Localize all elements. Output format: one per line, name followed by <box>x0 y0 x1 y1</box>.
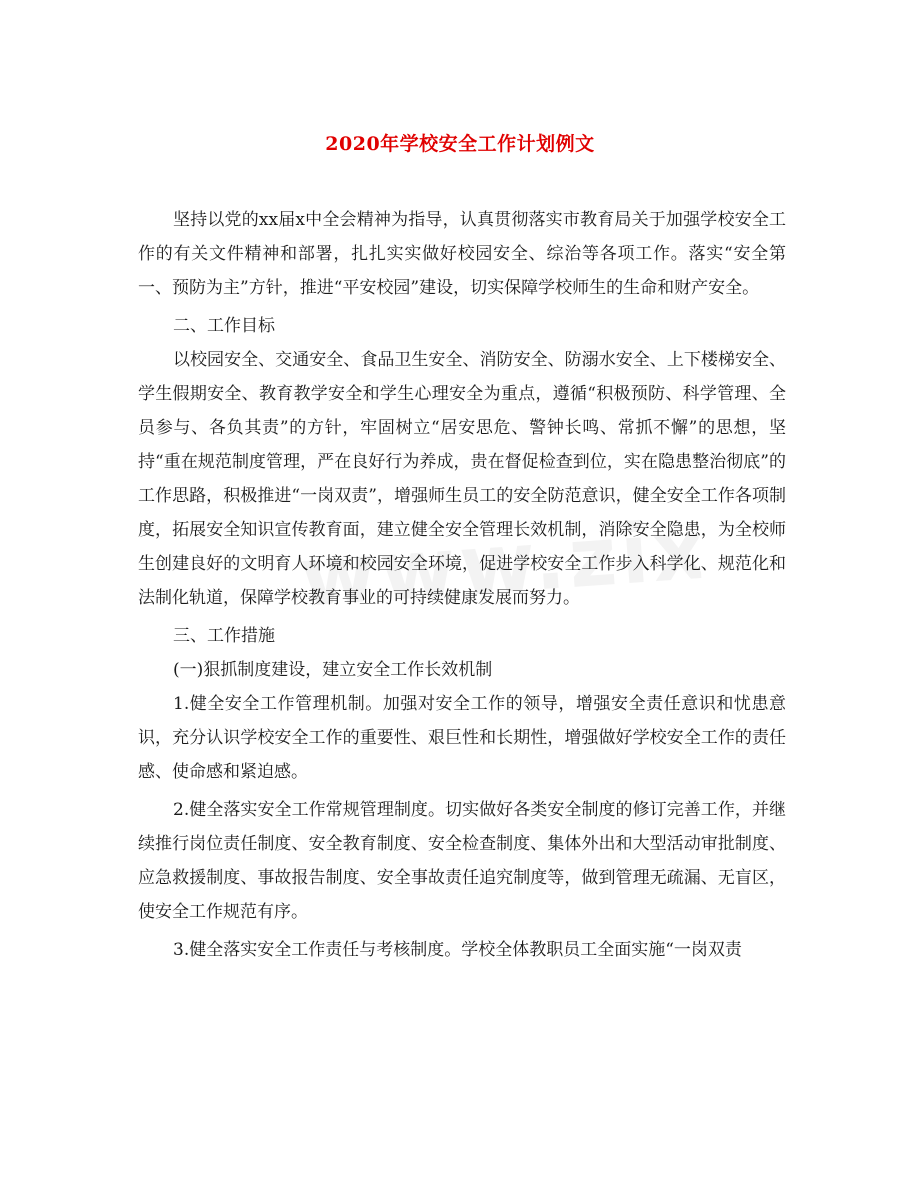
heading-work-measures: 三、工作措施 <box>173 626 275 646</box>
heading-work-goals: 二、工作目标 <box>173 316 275 336</box>
paragraph-measure-3: 3.健全落实安全工作责任与考核制度。学校全体教职员工全面实施“一岗双责 <box>173 940 742 960</box>
paragraph-measure-2: 2.健全落实安全工作常规管理制度。切实做好各类安全制度的修订完善工作，并继续推行岗位责任制度、安全教育制度、安全检查制度、集体外出和大型活动审批制度、应急救援制度、事故报告制度、安全事故责任追究制度等，做到管理无疏漏、无盲区，使安全工作规范有序。 <box>138 800 786 922</box>
document-title: 2020年学校安全工作计划例文 <box>325 133 595 155</box>
paragraph-intro: 坚持以党的xx届x中全会精神为指导，认真贯彻落实市教育局关于加强学校安全工作的有关文件精神和部署，扎扎实实做好校园安全、综治等各项工作。落实“安全第一、预防为主”方针，推进“平安校园”建设，切实保障学校师生的生命和财产安全。 <box>138 210 786 298</box>
paragraph-goals: 以校园安全、交通安全、食品卫生安全、消防安全、防溺水安全、上下楼梯安全、学生假期安全、教育教学安全和学生心理安全为重点，遵循“积极预防、科学管理、全员参与、各负其责”的方针，牢固树立“居安思危、警钟长鸣、常抓不懈”的思想，坚持“重在规范制度管理，严在良好行为养成，贵在督促检查到位，实在隐患整治彻底”的工作思路，积极推进“一岗双责”，增强师生员工的安全防范意识，健全安全工作各项制度，拓展安全知识宣传教育面，建立健全安全管理长效机制，消除安全隐患，为全校师生创建良好的文明育人环境和校园安全环境，促进学校安全工作步入科学化、规范化和法制化轨道，保障学校教育事业的可持续健康发展而努力。 <box>138 350 786 608</box>
paragraph-measure-1: 1.健全安全工作管理机制。加强对安全工作的领导，增强安全责任意识和忧患意识，充分认识学校安全工作的重要性、艰巨性和长期性，增强做好学校安全工作的责任感、使命感和紧迫感。 <box>138 694 786 782</box>
subheading-system-building: (一)狠抓制度建设，建立安全工作长效机制 <box>173 660 493 680</box>
document-body <box>138 203 786 967</box>
